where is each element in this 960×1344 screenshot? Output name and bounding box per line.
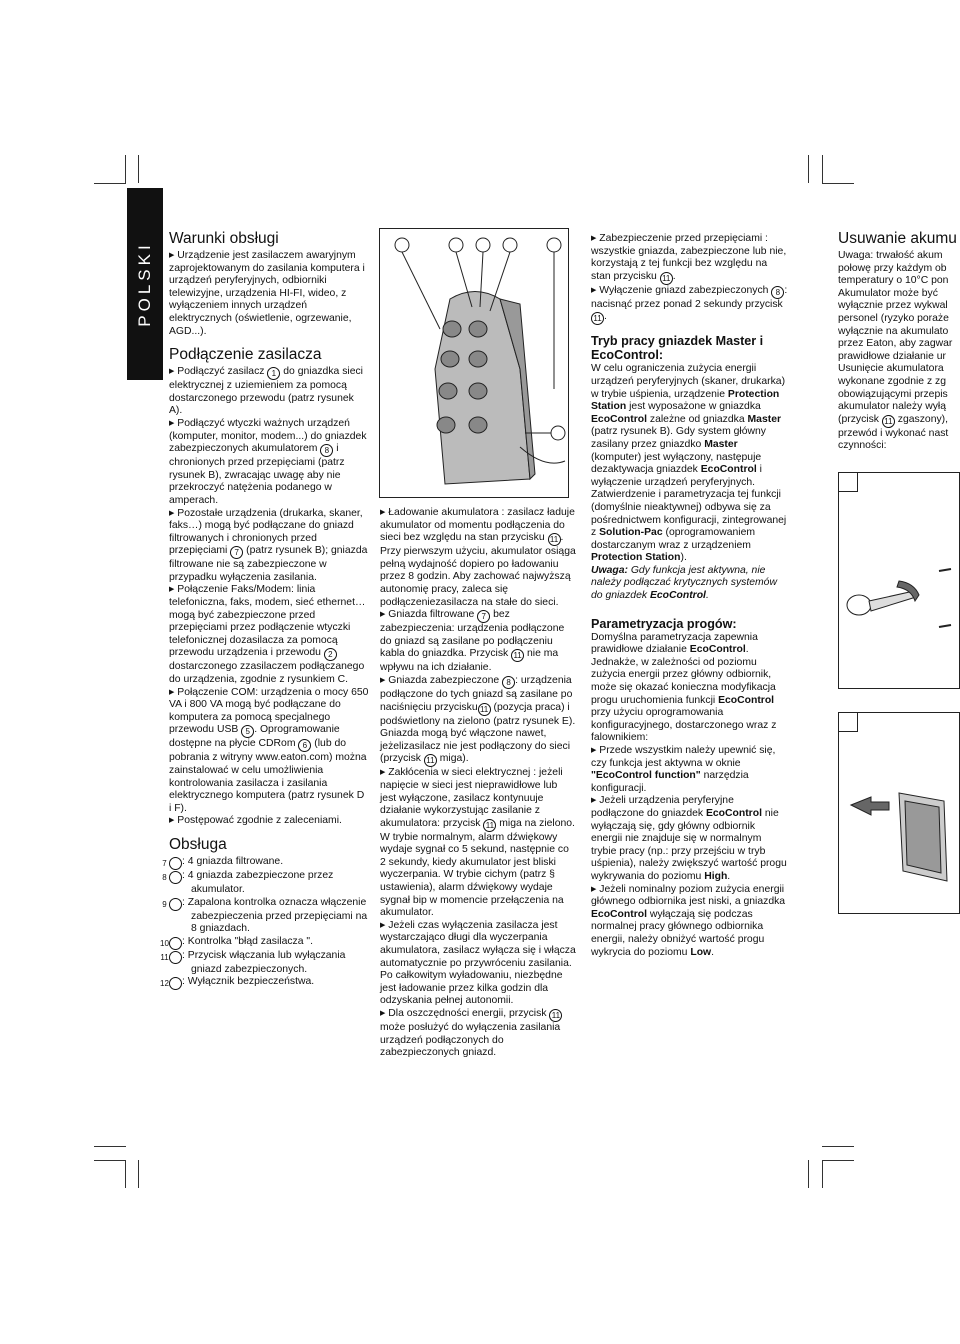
heading-connection: Podłączenie zasilacza	[169, 346, 322, 364]
list-item: 8 : 4 gniazda zabezpieczone przez akumulator.	[162, 869, 334, 895]
paragraph: ▶ Ładowanie akumulatora : zasilacz ładuje akumulator od momentu podłączenia do sieci bez względu na stan przycisku 11 . Przy pierwszym użyciu, akumulator osiąga pełną wydajność dopiero po ładowaniu przez 8 godzin. Aby zachować najwyższą autonomię pracy, zaleca się podłączeniezasilacza na stałe do sieci.	[380, 507, 576, 608]
device-figure	[379, 228, 569, 498]
note: Uwaga: Gdy funkcja jest aktywna, nie należy podłączać krytycznych systemów do gniazdek EcoControl.	[591, 564, 777, 602]
crop-mark	[808, 1160, 809, 1188]
figure-number-box	[839, 713, 858, 732]
column-3	[591, 233, 789, 1023]
crop-mark	[94, 183, 126, 184]
heading-master-ecocontrol: Tryb pracy gniazdek Master i EcoControl:	[591, 334, 764, 363]
crop-mark	[822, 183, 854, 184]
figure-screwdriver	[838, 472, 960, 689]
text-line: czynności:	[838, 440, 887, 452]
paragraph: ▶ Gniazda filtrowane 7 bez zabezpieczenia: urządzenia podłączone do gniazd są zasilane po podłączeniu kabla do gniazdka. Przycisk 11 nie ma wpływu na ich działanie.	[380, 609, 565, 674]
text-line: Uwaga: trwałość akum	[838, 250, 943, 261]
crop-mark	[138, 155, 139, 183]
text-line: połowę przy każdym ob	[838, 262, 947, 274]
column-4	[838, 230, 957, 460]
paragraph: ▶ Jeżeli urządzenia peryferyjne podłączone do gniazdek EcoControl nie wyłączają się, gdy główny odbiornik energii nie znajduje się w normalnym trybie pracy (np.: przy przejściu w tryb uśpienia), należy zwiększyć wartość progu wykrywania do poziomu High.	[591, 795, 787, 882]
paragraph: ▶ Urządzenie jest zasilaczem awaryjnym zaprojektowanym do zasilania komputera i urządzeń peryferyjnych, odbiorniki telewizyjne, urządzenia HI-FI, wideo, z wyłączeniem innych urządzeń elektrycznych (oświetlenie, ogrzewanie, AGD...).	[169, 250, 365, 337]
heading-thresholds: Parametryzacja progów:	[591, 616, 737, 631]
crop-mark	[138, 1160, 139, 1188]
screwdriver-illustration	[839, 473, 959, 688]
power-strip-illustration	[380, 229, 568, 497]
text-line: temperatury o 10°C pon	[838, 275, 949, 287]
heading-operating-conditions: Warunki obsługi	[169, 230, 279, 247]
list-item: 10 : Kontrolka "błąd zasilacza ".	[160, 935, 313, 948]
crop-mark	[94, 1146, 126, 1147]
heading-operation: Obsługa	[169, 835, 227, 853]
crop-mark	[822, 1160, 823, 1188]
text-line: Akumulator może być	[838, 287, 938, 299]
crop-mark	[822, 1160, 854, 1161]
column-1	[160, 230, 369, 1020]
text-line: akumulator należy wyłą	[838, 401, 946, 413]
paragraph: ▶ Pozostałe urządzenia (drukarka, skaner, faks…) mogą być podłączane do gniazd filtrowanych i chronionych przed przepięciami 7 (patrz rysunek B); gniazda filtrowane nie są zabezpieczone w przypadku wyłączenia zasilania.	[169, 507, 368, 583]
paragraph: ▶ Zabezpieczenie przed przepięciami : wszystkie gniazda, zabezpieczone lub nie, korzystają z tej funkcji bez względu na stan przycisku 11 .	[591, 233, 787, 283]
text-line: przewód i wykonać nast	[838, 427, 949, 439]
text-line: wyłącznie na akumulato	[838, 325, 949, 337]
crop-mark	[94, 1160, 126, 1161]
paragraph: ▶ Podłączyć zasilacz 1 do gniazdka sieci elektrycznej z uziemieniem za pomocą dostarczonego przewodu (patrz rysunek A).	[169, 366, 363, 417]
crop-mark	[125, 1160, 126, 1188]
text-line: wyłącznie przez wykwal	[838, 300, 948, 312]
text-line: wykonane zgodnie z zg	[838, 375, 947, 387]
text-line: prawidłowe działanie ur	[838, 350, 947, 362]
battery-removal-illustration	[839, 713, 959, 913]
heading-battery-removal: Usuwanie akumu	[838, 230, 957, 247]
paragraph: ▶ Połączenie COM: urządzenia o mocy 650 VA i 800 VA mogą być podłączane do komputera za pomocą specjalnego przewodu USB 5 . Oprogramowanie dostępne na płycie CDRom 6 (lub do pobrania z witryny www.eaton.com) można zainstalować w celu umożliwienia kontrolowania zasilacza i zasilania elektrycznego komputera (patrz rysunek D i F).	[169, 686, 369, 814]
text-line: (przycisk 11 zgaszony),	[838, 413, 949, 426]
paragraph: ▶ Przede wszystkim należy upewnić się, czy funkcja jest aktywna w oknie "EcoControl function" narzędzia konfiguracji.	[591, 745, 776, 794]
list-item: 11 : Przycisk włączania lub wyłączania gniazd zabezpieczonych.	[160, 949, 346, 975]
paragraph: Domyślna parametryzacja zapewnia prawidłowe działanie EcoControl. Jednakże, w zależności od poziomu zużycia energii przez główny odbiornik, może się okazać konieczna modyfikacja progu uruchomienia funkcji EcoControl przy użyciu oprogramowania konfiguracyjnego, dostarczonego wraz z falownikiem:	[591, 631, 777, 744]
crop-mark	[125, 155, 126, 183]
paragraph: ▶ Gniazda zabezpieczone 8 : urządzenia podłączone do tych gniazd są zasilane po naciśnięciu przycisku 11 (pozycja praca) i podświetlony na zielono (patrz rysunek E). Gniazda mogą być włączone nawet, jeżelizasilacz nie jest podłączony do sieci (przycisk 11 miga).	[380, 674, 576, 766]
paragraph: ▶ Podłączyć wtyczki ważnych urządzeń (komputer, monitor, modem...) do gniazdek zabezpieczonych akumulatorem 8 i chronionych przed przepięciami (patrz rysunek B), zwracając uwagę aby nie przekroczyć natężenia podanego w amperach.	[169, 417, 367, 506]
crop-mark	[822, 155, 823, 183]
text-line: personel (ryzyko poraże	[838, 312, 949, 324]
list-item: 9 : Zapalona kontrolka oznacza włączenie zabezpieczenia przed przepięciami na 8 gniazdach.	[162, 896, 368, 935]
list-item: 7 : 4 gniazda filtrowane.	[162, 855, 284, 868]
crop-mark	[822, 1146, 854, 1147]
text-line: przez Eaton, aby zagwar	[838, 338, 953, 350]
figure-number-box	[839, 473, 858, 492]
operation-list	[160, 855, 369, 990]
list-item: 12 : Wyłącznik bezpieczeństwa.	[160, 976, 315, 989]
crop-mark	[808, 155, 809, 183]
text-line: Usunięcie akumulatora	[838, 363, 944, 375]
paragraph: ▶ Dla oszczędności energii, przycisk 11 może posłużyć do wyłączenia zasilania urządzeń podłączonych do zabezpieczonych gniazd.	[380, 1008, 576, 1060]
column-2	[380, 507, 576, 1087]
paragraph: ▶ Zakłócenia w sieci elektrycznej : jeżeli napięcie w sieci jest nieprawidłowe lub jest wyłączone, zasilacz kontynuuje działanie wykorzystując zasilanie z akumulatora: przycisk 11 miga na zielono. W trybie normalnym, alarm dźwiękowy wydaje sygnał co 5 sekund, następnie co 2 sekundy, kiedy akumulator jest bliski wyczerpania. W trybie cichym (patrz § ustawienia), alarm dźwiękowy wydaje sygnał bip w momencie przełączenia na akumulator.	[380, 767, 575, 919]
paragraph: ▶ Postępować zgodnie z zaleceniami.	[169, 815, 342, 827]
paragraph: ▶ Jeżeli czas wyłączenia zasilacza jest wystarczająco długi dla wyczerpania akumulatora, zasilacz wyłącza się i włącza automatycznie po przywróceniu zasilania. Po całkowitym wyładowaniu, niezbędne jest ładowanie przez kilka godzin dla odzyskania pełnej autonomii.	[380, 919, 576, 1007]
figure-battery	[838, 712, 960, 914]
text-line: obowiązującymi przepis	[838, 388, 948, 400]
paragraph: ▶ Wyłączenie gniazd zabezpieczonych 8 : nacisnąć przez ponad 2 sekundy przycisk 11 .	[591, 284, 788, 324]
language-tab: POLSKI	[127, 188, 163, 380]
paragraph: ▶ Jeżeli nominalny poziom zużycia energii głównego odbiornika jest niski, a gniazdka EcoControl wyłączają się podczas normalnej pracy głównego odbiornika energii, należy obniżyć wartość progu wykrycia do poziomu Low.	[591, 883, 786, 958]
paragraph: W celu ograniczenia zużycia energii urządzeń peryferyjnych (skaner, drukarka) w trybie uśpienia, urządzenie Protection Station jest wyposażone w gniazdka EcoControl zależne od gniazdka Master (patrz rysunek B). Gdy system główny zasilany przez gniazdko Master (komputer) jest wyłączony, następuje dezaktywacja gniazdek EcoControl i wyłączenie urządzeń peryferyjnych. Zatwierdzenie i parametryzacja tej funkcji (domyślnie nieaktywnej) odbywa się za pośrednictwem konfiguracji, zintegrowanej z Solution-Pac (oprogramowaniem dostarczanym wraz z urządzeniem Protection Station).	[591, 363, 787, 564]
paragraph: ▶ Połączenie Faks/Modem: linia telefoniczna, faks, modem, sieć ethernet… mogą być zabezpieczone przed przepięciami przez podłączenie wtyczki telefonicznej dozasilacza za pomocą przewodu urządzenia i przewodu 2 dostarczonego zzasilaczem podłączanego do urządzenia, zgodnie z rysunkiem C.	[169, 584, 366, 686]
